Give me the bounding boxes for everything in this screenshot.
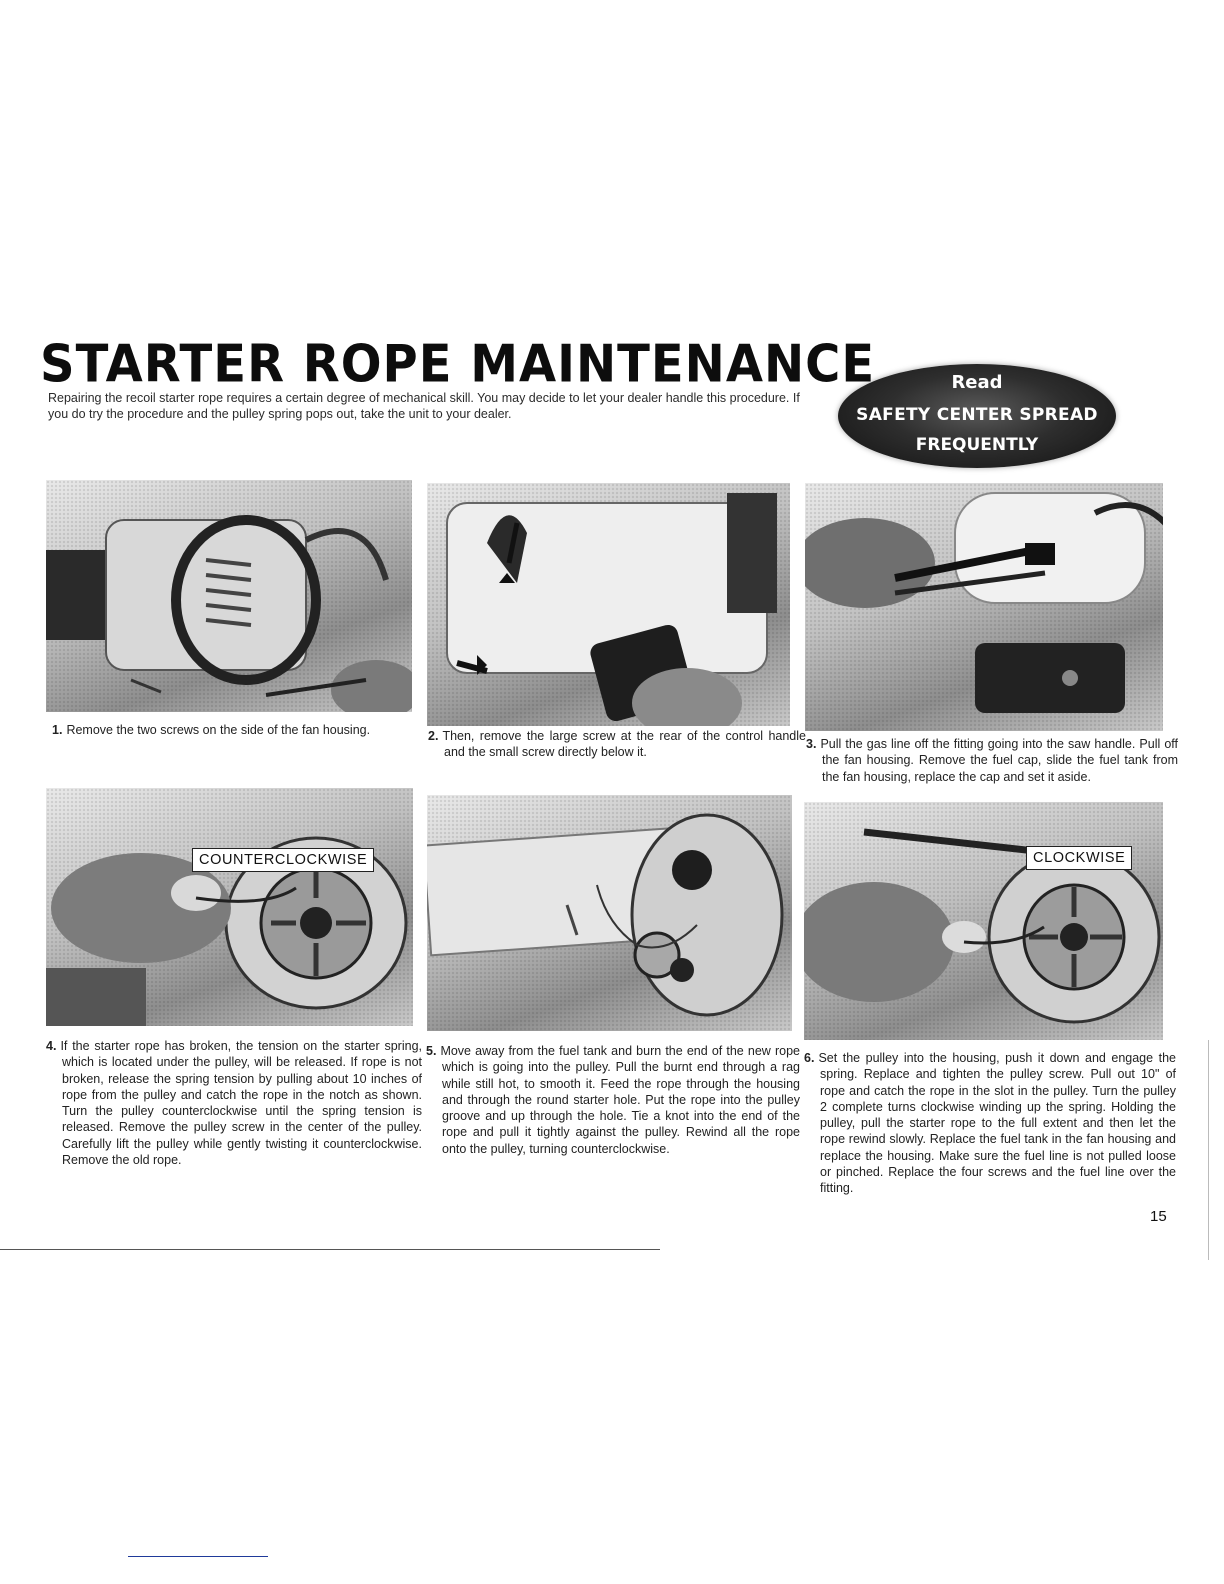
step-number: 1. [52,723,63,737]
step-5-caption [426,1043,800,1157]
step-number: 2. [428,729,439,743]
step-text: Remove the two screws on the side of the fan housing. [66,723,371,737]
page-number: 15 [1150,1208,1167,1225]
badge-line-3: FREQUENTLY [915,435,1039,455]
step-3-caption [806,736,1178,785]
edge-line [1208,1040,1209,1260]
rope-housing-illustration [427,795,792,1031]
step-6-photo [804,802,1163,1040]
badge-line-2: SAFETY CENTER SPREAD [856,405,1098,425]
safety-badge [838,364,1116,468]
step-number: 6. [804,1051,815,1065]
counterclockwise-label: COUNTERCLOCKWISE [192,848,374,872]
clockwise-label: CLOCKWISE [1026,846,1132,870]
step-2-caption [428,728,806,761]
gas-line-pliers-illustration [805,483,1163,731]
footer-line [128,1556,268,1557]
step-text: Then, remove the large screw at the rear of the control handle and the small screw directly below it. [442,729,806,760]
step-number: 3. [806,737,817,751]
step-6-caption [804,1050,1176,1197]
badge-line-1: Read [951,372,1003,393]
pulley-clockwise-illustration [804,802,1163,1040]
step-1-photo [46,480,412,712]
step-text: Move away from the fuel tank and burn the end of the new rope which is going into the pulley. Pull the burnt end through a rag while still hot, to smooth it. Feed the rope through the housing and through the round starter hole. Put the rope into the pulley groove and up through the hole. Tie a knot into the end of the rope and pull it tightly against the pulley. Rewind all the rope onto the pulley, turning counterclockwise. [440,1044,800,1156]
step-text: Pull the gas line off the fitting going into the saw handle. Pull off the fan housing. Remove the fuel cap, slide the fuel tank from the fan housing, replace the cap and set it aside. [820,737,1178,784]
step-text: If the starter rope has broken, the tension on the starter spring, which is located under the pulley, will be released. If rope is not broken, release the spring tension by pulling about 10 inches of rope from the pulley and catch the rope in the notch as shown. Turn the pulley counterclockwise until the spring tension is released. Remove the pulley screw in the center of the pulley. Carefully lift the pulley while gently twisting it counterclockwise. Remove the old rope. [60,1039,422,1168]
control-handle-illustration [427,483,790,726]
step-3-photo [805,483,1163,731]
step-1-caption [52,722,432,738]
divider-line [0,1249,660,1250]
step-number: 5. [426,1044,437,1058]
pulley-counterclockwise-illustration [46,788,413,1026]
step-number: 4. [46,1039,57,1053]
step-5-photo [427,795,792,1031]
chainsaw-fan-housing-illustration [46,480,412,712]
step-4-caption [46,1038,422,1168]
intro-paragraph: Repairing the recoil starter rope requires a certain degree of mechanical skill. You may decide to let your dealer handle this procedure. If you do try the procedure and the pulley spring pops out, take the unit to your dealer. [48,391,800,421]
step-4-photo [46,788,413,1026]
page-title: STARTER ROPE MAINTENANCE [40,334,876,395]
step-text: Set the pulley into the housing, push it down and engage the spring. Replace and tighten the pulley screw. Pull out 10" of rope and catch the rope in the slot in the pulley. Turn the pulley 2 complete turns clockwise winding up the spring. Holding the pulley, pull the starter rope to the full extent and then let the rope rewind slowly. Replace the fuel tank in the fan housing and replace the housing. Make sure the fuel line is not pulled loose or pinched. Replace the four screws and the fuel line over the fitting. [818,1051,1176,1196]
step-2-photo [427,483,790,726]
